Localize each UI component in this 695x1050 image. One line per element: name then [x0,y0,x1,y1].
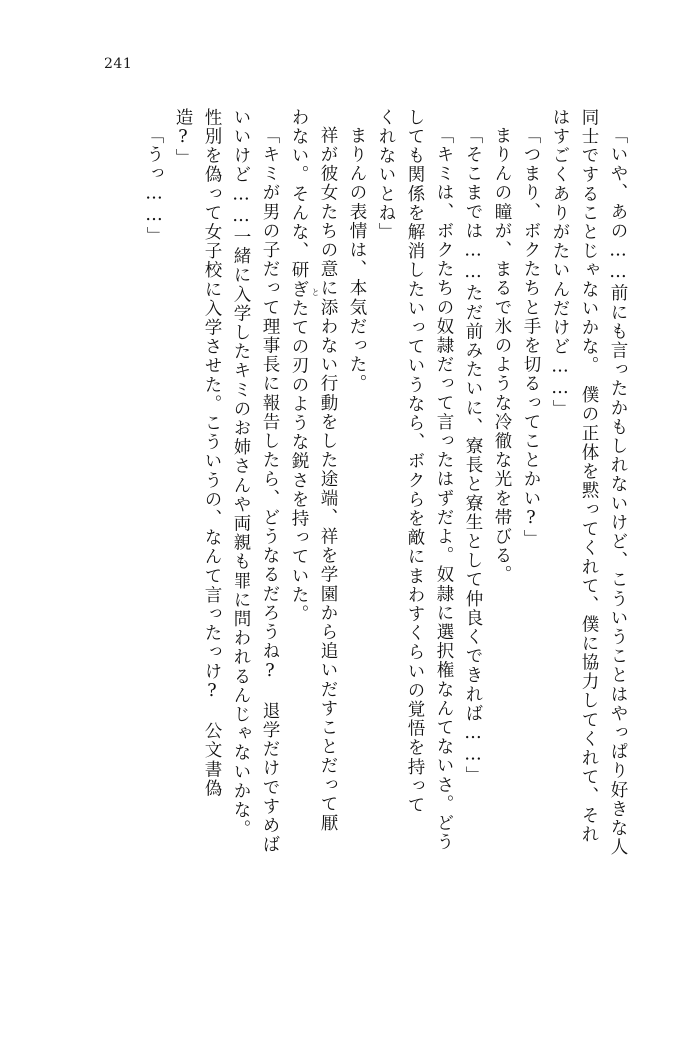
ruby-annotation-togi: と [311,288,320,296]
text-line: 「キミが男の子だって理事長に報告したら、どうなるだろうね? 退学だけですめば [260,126,280,855]
text-line: いいけど……一緒に入学したキミのお姉さんや両親も罪に問われるんじゃないかな。 [231,108,251,839]
text-line: しても関係を解消したいっていうなら、ボクらを敵にまわすくらいの覚悟を持って [405,108,425,815]
text-line: 祥が彼女たちの意に添わない行動をした途端、祥を学園から追いだすことだって厭 [318,126,338,833]
text-line: はすごくありがたいんだけど……」 [550,108,570,419]
text-line: 「つまり、ボクたちと手を切るってことかい?」 [521,126,541,549]
text-line: 「キミは、ボクたちの奴隷だって言ったはずだよ。奴隷に選択権なんてないさ。どう [434,126,454,852]
vertical-text-body [62,108,632,988]
text-line: 「そこまでは……ただ前みたいに、寮長と寮生として仲良くできれば……」 [463,126,483,786]
text-line: 性別を偽って女子校に入学させた。こういうの、なんて言ったっけ? 公文書偽 [202,108,222,799]
text-line: 「いや、あの……前にも言ったかもしれないけど、こういうことはやっぱり好きな人 [608,126,628,857]
text-line: 「うっ……」 [144,126,164,246]
text-line: 造?」 [173,108,193,168]
page-number: 241 [104,56,133,72]
text-line: 同士ですることじゃないかな。 僕の正体を黙ってくれて、僕に協力してくれて、それ [579,108,599,845]
text-line: まりんの表情は、本気だった。 [347,126,367,394]
text-line: くれないとね」 [376,108,396,242]
text-line: まりんの瞳が、まるで氷のような冷徹な光を帯びる。 [492,126,512,585]
text-line: わない。そんな、研ぎたての刃のような鋭さを持っていた。 [289,108,309,624]
